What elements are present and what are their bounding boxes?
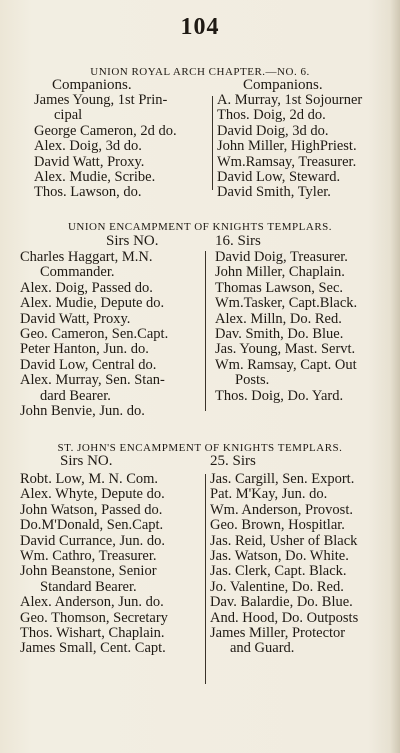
entry-line: Jo. Valentine, Do. Red. xyxy=(210,578,344,595)
entry-line: A. Murray, 1st Sojourner xyxy=(217,92,363,108)
entry-line: David Doig, Treasurer. xyxy=(215,249,348,265)
entry-line: James Miller, Protector xyxy=(210,625,346,642)
entry-line: John Miller, Chaplain. xyxy=(215,264,345,281)
entry-line: Alex. Mudie, Scribe. xyxy=(34,169,156,186)
column-divider xyxy=(212,96,213,190)
entry-line: Do.M'Donald, Sen.Capt. xyxy=(20,517,164,534)
entry-line: Alex. Doig, 3d do. xyxy=(34,138,142,155)
entry-line: Pat. M'Kay, Jun. do. xyxy=(210,486,328,503)
entry-line: Charles Haggart, M.N. xyxy=(20,249,153,265)
entry-line: Alex. Murray, Sen. Stan- xyxy=(20,372,165,389)
entry-line: Geo. Brown, Hospitlar. xyxy=(210,517,345,534)
entry-line: and Guard. xyxy=(230,640,295,657)
section-heading-union-encampment: UNION ENCAMPMENT OF KNIGHTS TEMPLARS. xyxy=(67,221,333,233)
column-divider xyxy=(205,251,206,411)
entry-line: And. Hood, Do. Outposts xyxy=(210,609,359,626)
entry-line: Robt. Low, M. N. Com. xyxy=(20,471,159,487)
entry-line: David Smith, Tyler. xyxy=(217,184,331,201)
entry-line: John Watson, Passed do. xyxy=(20,501,163,518)
entry-line: Alex. Doig, Passed do. xyxy=(20,279,153,296)
section-3-left-column xyxy=(20,472,168,657)
entry-line: Thomas Lawson, Sec. xyxy=(215,279,344,296)
entry-line: Geo. Cameron, Sen.Capt. xyxy=(20,326,169,343)
entry-line: Alex. Anderson, Jun. do. xyxy=(20,594,164,611)
entry-line: Wm. Anderson, Provost. xyxy=(210,501,353,518)
entry-line: Wm.Tasker, Capt.Black. xyxy=(215,295,358,312)
section-3-left-subheading: Sirs NO. xyxy=(60,453,113,469)
entry-line: Jas. Cargill, Sen. Export. xyxy=(210,471,355,487)
entry-line: Jas. Watson, Do. White. xyxy=(210,548,349,565)
entry-line: Thos. Doig, 2d do. xyxy=(217,107,326,124)
entry-line: John Benvie, Jun. do. xyxy=(20,403,145,420)
entry-line: Commander. xyxy=(40,264,115,281)
entry-line: Alex. Milln, Do. Red. xyxy=(215,310,342,327)
entry-line: Dav. Smith, Do. Blue. xyxy=(215,326,344,343)
entry-line: John Beanstone, Senior xyxy=(20,563,157,580)
entry-line: Jas. Clerk, Capt. Black. xyxy=(210,563,347,580)
entry-line: Jas. Young, Mast. Servt. xyxy=(215,341,356,358)
section-1-left-column xyxy=(34,93,177,201)
entry-line: John Miller, HighPriest. xyxy=(217,138,357,155)
entry-line: Peter Hanton, Jun. do. xyxy=(20,341,149,358)
page-edge-shadow xyxy=(390,0,400,753)
entry-line: cipal xyxy=(54,107,83,124)
entry-line: James Small, Cent. Capt. xyxy=(20,640,166,657)
section-2-right-subheading: 16. Sirs xyxy=(215,233,261,249)
entry-line: Dav. Balardie, Do. Blue. xyxy=(210,594,353,611)
section-1-right-subheading: Companions. xyxy=(243,77,323,93)
entry-line: Jas. Reid, Usher of Black xyxy=(210,532,358,549)
column-divider xyxy=(205,474,206,684)
entry-line: David Low, Central do. xyxy=(20,356,157,373)
entry-line: Wm.Ramsay, Treasurer. xyxy=(217,153,357,170)
entry-line: Standard Bearer. xyxy=(40,578,137,595)
section-heading-st-johns-encampment: ST. JOHN'S ENCAMPMENT OF KNIGHTS TEMPLARS. xyxy=(57,442,343,454)
entry-line: Thos. Lawson, do. xyxy=(34,184,142,201)
entry-line: Thos. Wishart, Chaplain. xyxy=(20,625,165,642)
entry-line: David Currance, Jun. do. xyxy=(20,532,165,549)
entry-line: Geo. Thomson, Secretary xyxy=(20,609,168,626)
entry-line: David Low, Steward. xyxy=(217,169,341,186)
entry-line: Alex. Mudie, Depute do. xyxy=(20,295,165,312)
section-1-right-column xyxy=(217,93,362,201)
entry-line: James Young, 1st Prin- xyxy=(34,92,168,108)
entry-line: Posts. xyxy=(235,372,270,389)
entry-line: David Doig, 3d do. xyxy=(217,122,329,139)
entry-line: Alex. Whyte, Depute do. xyxy=(20,486,165,503)
entry-line: Wm. Ramsay, Capt. Out xyxy=(215,356,357,373)
entry-line: David Watt, Proxy. xyxy=(20,310,131,327)
section-1-left-subheading: Companions. xyxy=(52,77,132,93)
entry-line: Wm. Cathro, Treasurer. xyxy=(20,548,157,565)
entry-line: George Cameron, 2d do. xyxy=(34,122,177,139)
section-3-right-subheading: 25. Sirs xyxy=(210,453,256,469)
section-2-right-column xyxy=(215,250,357,404)
section-2-left-column xyxy=(20,250,168,419)
entry-line: Thos. Doig, Do. Yard. xyxy=(215,387,344,404)
entry-line: dard Bearer. xyxy=(40,387,111,404)
entry-line: David Watt, Proxy. xyxy=(34,153,145,170)
section-2-left-subheading: Sirs NO. xyxy=(106,233,159,249)
page-number: 104 xyxy=(180,14,220,40)
section-3-right-column xyxy=(210,472,358,657)
section-heading-royal-arch: UNION ROYAL ARCH CHAPTER.—NO. 6. xyxy=(90,66,310,78)
